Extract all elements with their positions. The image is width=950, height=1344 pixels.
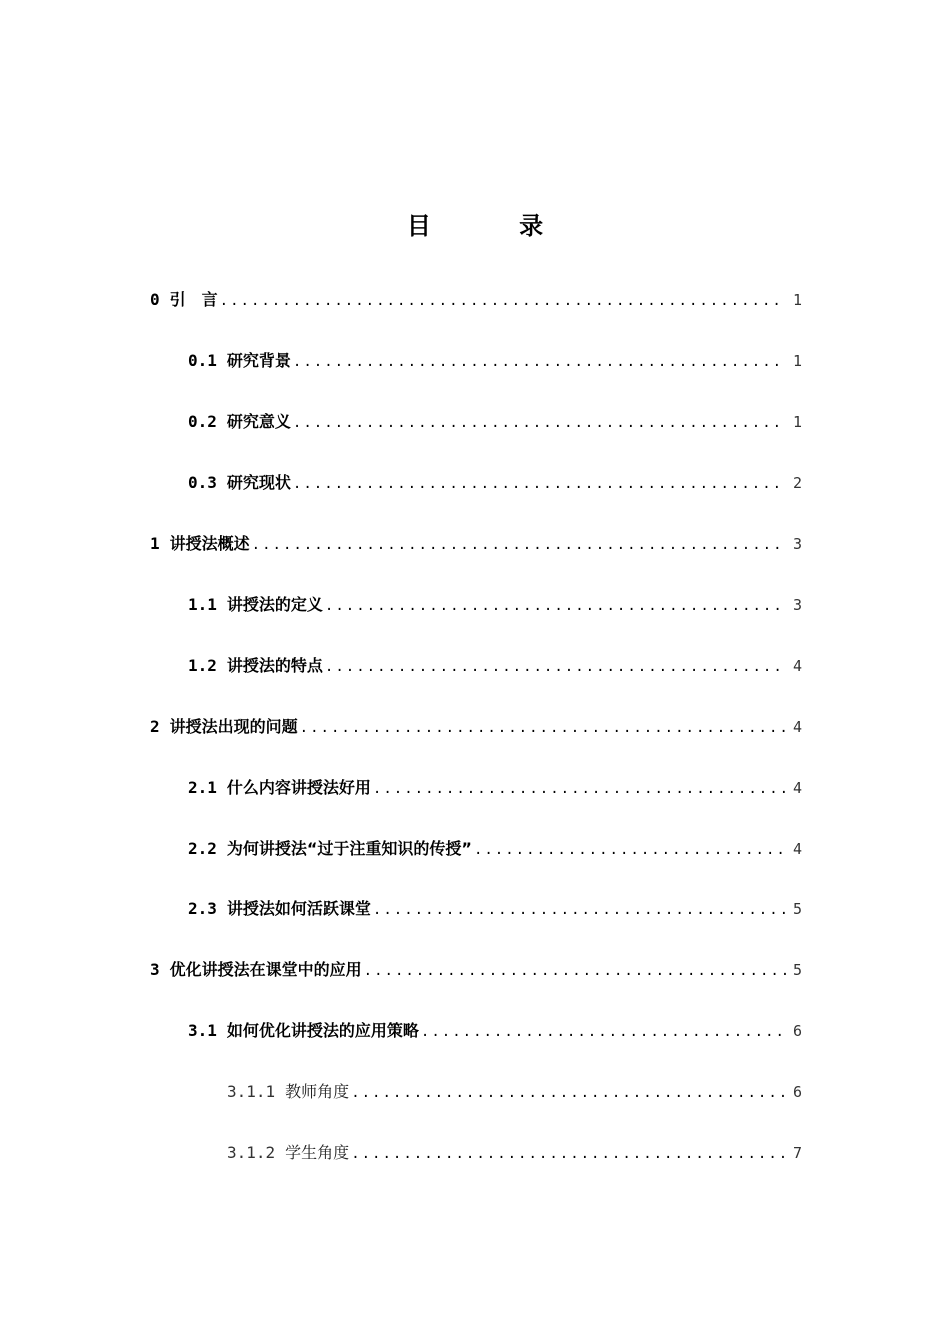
dot-leader [293,472,786,496]
toc-entry-2[interactable] [150,715,802,739]
dot-leader [351,1081,786,1105]
dot-leader [293,411,786,435]
entry-title: 引 言 [169,290,218,309]
dot-leader [220,289,786,313]
toc-title: 目 录 [406,212,584,240]
entry-page-number: 6 [792,1022,802,1040]
dot-leader [364,959,786,983]
entry-number: 3.1 [188,1021,217,1040]
entry-page-number: 4 [792,779,802,797]
entry-number: 2.2 [188,839,217,858]
entry-page-number: 5 [792,900,802,918]
dot-leader [373,777,786,801]
entry-title: 学生角度 [285,1143,350,1162]
entry-number: 0.1 [188,351,217,370]
entry-title: 优化讲授法在课堂中的应用 [169,960,362,979]
entry-page-number: 4 [792,840,802,858]
toc-entry-0[interactable] [150,288,802,312]
entry-title: 什么内容讲授法好用 [226,778,371,797]
entry-page-number: 4 [792,657,802,675]
toc-entry-2-1[interactable] [188,776,802,800]
toc-entry-1-1[interactable] [188,593,802,617]
entry-title: 讲授法的定义 [226,595,323,614]
dot-leader [300,716,786,740]
entry-number: 2.3 [188,899,217,918]
entry-number: 0.3 [188,473,217,492]
dot-leader [421,1020,786,1044]
entry-title: 讲授法如何活跃课堂 [226,899,371,918]
toc-entry-2-3[interactable] [188,897,802,921]
toc-entry-1[interactable] [150,532,802,556]
entry-title: 讲授法的特点 [226,656,323,675]
toc-entry-3-1-1[interactable] [227,1080,802,1104]
entry-title: 讲授法出现的问题 [169,717,298,736]
dot-leader [474,838,786,862]
entry-title: 研究背景 [226,351,291,370]
entry-page-number: 4 [792,718,802,736]
entry-number: 1.2 [188,656,217,675]
toc-entry-0-2[interactable] [188,410,802,434]
dot-leader [293,350,786,374]
dot-leader [373,898,786,922]
entry-title: 研究意义 [226,412,291,431]
entry-number: 1.1 [188,595,217,614]
entry-number: 0 [150,290,160,309]
entry-number: 3 [150,960,160,979]
entry-title: 讲授法概述 [169,534,250,553]
entry-page-number: 3 [792,596,802,614]
entry-page-number: 1 [792,413,802,431]
entry-page-number: 1 [792,352,802,370]
entry-title: 研究现状 [226,473,291,492]
entry-number: 0.2 [188,412,217,431]
dot-leader [252,533,786,557]
entry-number: 2 [150,717,160,736]
entry-page-number: 5 [792,961,802,979]
entry-number: 2.1 [188,778,217,797]
entry-page-number: 6 [792,1083,802,1101]
entry-page-number: 7 [792,1144,802,1162]
entry-page-number: 1 [792,291,802,309]
entry-number: 3.1.1 [227,1082,276,1101]
toc-entry-3[interactable] [150,958,802,982]
entry-page-number: 2 [792,474,802,492]
dot-leader [351,1142,786,1166]
toc-entry-3-1[interactable] [188,1019,802,1043]
dot-leader [325,594,786,618]
toc-entry-3-1-2[interactable] [227,1141,802,1165]
toc-entry-0-3[interactable] [188,471,802,495]
entry-title: 为何讲授法“过于注重知识的传授” [226,839,472,858]
entry-number: 3.1.2 [227,1143,276,1162]
entry-page-number: 3 [792,535,802,553]
dot-leader [325,655,786,679]
entry-title: 如何优化讲授法的应用策略 [226,1021,419,1040]
toc-entry-2-2[interactable] [188,837,802,861]
toc-entry-1-2[interactable] [188,654,802,678]
entry-title: 教师角度 [285,1082,350,1101]
entry-number: 1 [150,534,160,553]
toc-entry-0-1[interactable] [188,349,802,373]
